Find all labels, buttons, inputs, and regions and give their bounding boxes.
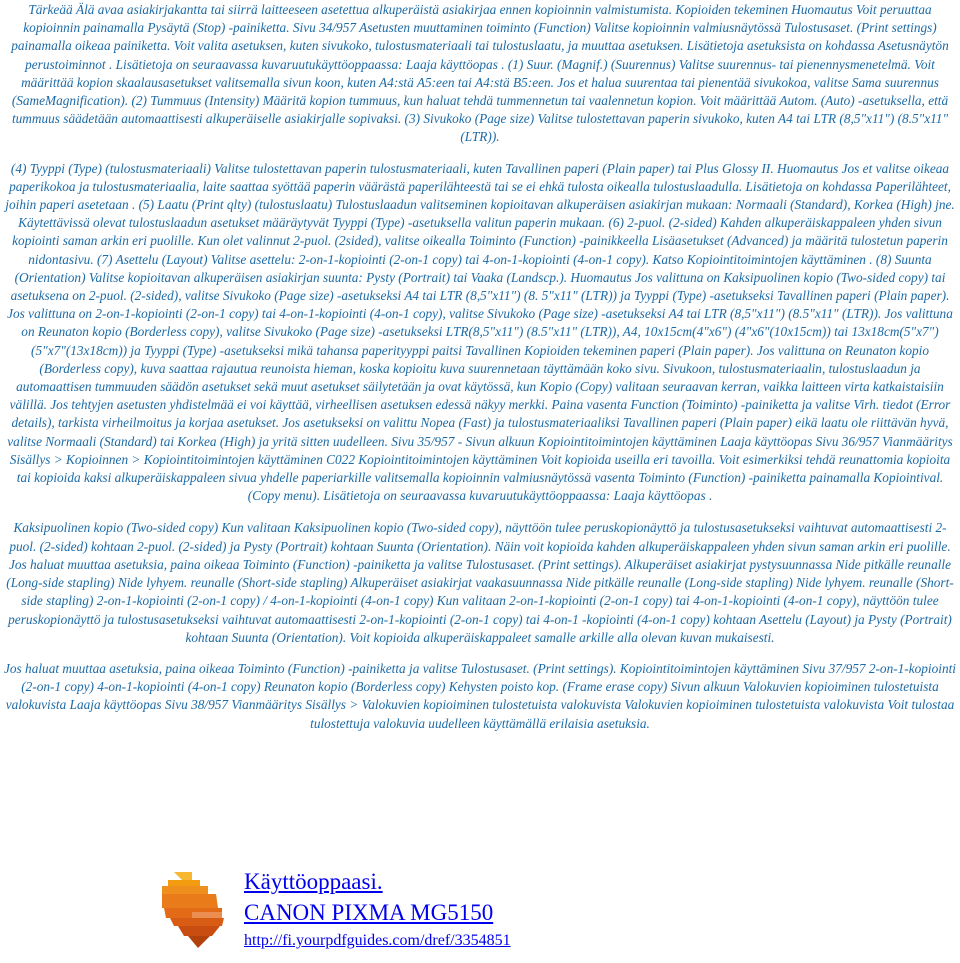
paragraph-copying-settings: Tärkeää Älä avaa asiakirjakantta tai siirrä laitteeseen asetettua alkuperäistä asiakirjaa ennen kopioinnin valmistumista. Kopioiden tekeminen Huomautus Voit peruuttaa kopioinnin painamalla Pysäytä (Stop) -painiketta. Sivu 34/957 Asetusten muuttaminen toiminto (Function) Valitse kopioinnin valmiusnäytössä Tulostusaset. (Print settings) painamalla oikeaa painiketta. Voit valita asetuksen, kuten sivukoko, tulostusmateriaali tai tulostuslaatu, ja muuttaa asetuksen. Lisätietoja asetuksista on kohdassa Asetusnäytön perustoiminnot . Lisätietoja on seuraavassa kuvaruutukäyttöoppaassa: Laaja käyttöopas . (1) Suur. (Magnif.) (Suurennus) Valitse suurennus- tai pienennysmenetelmä. Voit määrittää kopion skaalausasetukset valitsemalla sivun koon, kuten A4:stä A5:een tai A4:stä B5:een. Jos et halua suurentaa tai pienentää sivukokoa, valitse Sama suurennus (SameMagnification). (2) Tummuus (Intensity) Määritä kopion tummuus, kun haluat tehdä tummennetun tai vaalennetun kopion. Voit määrittää Autom. (Auto) -asetuksella, että tummuus säädetään automaattisesti alkuperäiselle asiakirjalle sopivaksi. (3) Sivukoko (Page size) Valitse tulostettavan paperin sivukoko, kuten A4 tai LTR (8,5"x11") (8.5"x11" (LTR)). <box>11 2 949 145</box>
paragraph-type-quality-layout: (4) Tyyppi (Type) (tulostusmateriaali) Valitse tulostettavan paperin tulostusmateriaali, kuten Tavallinen paperi (Plain paper) tai Plus Glossy II. Huomautus Jos et valitse oikeaa paperikokoa ja tulostusmateriaalia, laite saattaa syöttää paperin väärästä paperilähteestä tai se ei ehkä tulosta oikealla tulostuslaadulla. Lisätietoja on kohdassa Paperilähteet, joihin paperi asetetaan . (5) Laatu (Print qlty) (tulostuslaatu) Tulostuslaadun valitseminen kopioitavan alkuperäisen asiakirjan mukaan: Normaali (Standard), Korkea (High) jne. Käytettävissä olevat tulostuslaadun asetukset määräytyvät Tyyppi (Type) -asetuksella valitun paperin mukaan. (6) 2-puol. (2-sided) Kahden alkuperäiskappaleen yhden sivun kopiointi saman arkin eri puolille. Kun olet valinnut 2-puol. (2sided), valitse oikealla Toiminto (Function) -painikkeella Lisäasetukset (Advanced) ja määritä tulostetun paperin nidontasivu. (7) Asettelu (Layout) Valitse asettelu: 2-on-1-kopiointi (2-on-1 copy) tai 4-on-1-kopiointi (4-on-1 copy). Katso Kopiointitoimintojen käyttäminen . (8) Suunta (Orientation) Valitse kopioitavan alkuperäisen asiakirjan suunta: Pysty (Portrait) tai Vaaka (Landscp.). Huomautus Jos valittuna on Kaksipuolinen kopio (Two-sided copy) tai asetuksena on 2-puol. (2-sided), valitse Sivukoko (Page size) -asetukseksi A4 tai LTR (8,5"x11") (8. 5"x11" (LTR)) ja Tyyppi (Type) -asetukseksi Tavallinen paperi (Plain paper). Jos valittuna on 2-on-1-kopiointi (2-on-1 copy) tai 4-on-1-kopiointi (4-on-1 copy), valitse Sivukoko (Page size) -asetukseksi A4 tai LTR (8,5"x11") (8.5"x11" (LTR)). Jos valittuna on Reunaton kopio (Borderless copy), valitse Sivukoko (Page size) -asetukseksi LTR(8,5"x11") (8.5"x11" (LTR)), A4, 10x15cm(4"x6") (4"x6"(10x15cm)) tai 13x18cm(5"x7") (5"x7"(13x18cm)) ja Tyyppi (Type) -asetukseksi mikä tahansa paperityyppi paitsi Tavallinen Kopioiden tekeminen paperi (Plain paper). Jos valittuna on Reunaton kopio (Borderless copy), kuva saattaa rajautua reunoista hieman, koska kopioitu kuva suurennetaan täyttämään koko sivu. Sivukoon, tulostusmateriaalin, tulostuslaadun ja automaattisen tummuuden säädön asetukset sekä muut asetukset säilytetään ja ovat käytössä, kun Kopio (Copy) valitaan seuraavan kerran, vaikka laitteen virta katkaistaisiin välillä. Jos tehtyjen asetusten yhdistelmää ei voi käyttää, virheellisen asetuksen edessä näkyy merkki. Paina vasenta Function (Toiminto) -painiketta ja valitse Virh. tiedot (Error details), tarkista virheilmoitus ja korjaa asetukset. Jos asetukseksi on valittu Nopea (Fast) ja tulostusmateriaaliksi Tavallinen paperi (Plain paper) eikä laatu ole riittävän hyvä, valitse Normaali (Standard) tai Korkea (High) ja yritä sitten uudelleen. Sivu 35/957 - Sivun alkuun Kopiointitoimintojen käyttäminen Laaja käyttöopas Sivu 36/957 Vianmääritys Sisällys > Kopioinnen > Kopiointitoimintojen käyttäminen C022 Kopiointitoimintojen käyttäminen Voit kopioida useilla eri tavoilla. Voit esimerkiksi tehdä reunattomia kopioita tai kopioida kaksi alkuperäiskappaleen sivua yhdelle paperiarkille valitsemalla kopioinnin valmiusnäytössä vasenta Toiminto (Function) -painiketta painamalla Kopiointival. (Copy menu). Lisätietoja on seuraavassa kuvaruutukäyttöoppaassa: Laaja käyttöopas . <box>5 160 955 504</box>
footer-links <box>244 866 511 952</box>
pencil-logo-icon <box>152 868 236 952</box>
paragraph-two-sided-copy: Kaksipuolinen kopio (Two-sided copy) Kun valitaan Kaksipuolinen kopio (Two-sided copy), näyttöön tulee peruskopionäyttö ja tulostusasetukseksi vaihtuvat automaattisesti 2-puol. (2-sided) kohtaan 2-puol. (2-sided) ja Pysty (Portrait) kohtaan Suunta (Orientation). Näin voit kopioida kahden alkuperäiskappaleen yhden sivun saman arkin eri puolille. Jos haluat muuttaa asetuksia, paina oikeaa Toiminto (Function) -painiketta ja valitse Tulostusaset. (Print settings). Alkuperäiset asiakirjat pystysuunnassa Nide pitkälle reunalle (Long-side stapling) Nide lyhyem. reunalle (Short-side stapling) Alkuperäiset asiakirjat vaakasuunnassa Nide pitkälle reunalle (Long-side stapling) Nide lyhyem. reunalle (Short-side stapling) 2-on-1-kopiointi (2-on-1 copy) / 4-on-1-kopiointi (4-on-1 copy) Kun valitaan 2-on-1-kopiointi (2-on-1 copy) tai 4-on-1-kopiointi (4-on-1 copy), näyttöön tulee peruskopionäyttö ja tulostusasetukseksi vaihtuvat automaattisesti 2-on-1-kopiointi (2-on-1 copy) tai 4-on-1 -kopiointi (4-on-1 copy) kohtaan Asettelu (Layout) ja Pysty (Portrait) kohtaan Suunta (Orientation). Voit kopioida alkuperäiskappaleet samalle arkille alla olevan kuvan mukaisesti. <box>6 520 954 645</box>
paragraph-copy-functions: Jos haluat muuttaa asetuksia, paina oikeaa Toiminto (Function) -painiketta ja valitse Tulostusaset. (Print settings). Kopiointitoimintojen käyttäminen Sivu 37/957 2-on-1-kopiointi (2-on-1 copy) 4-on-1-kopiointi (4-on-1 copy) Reunaton kopio (Borderless copy) Kehysten poisto kop. (Frame erase copy) Sivun alkuun Valokuvien kopioiminen tulostetuista valokuvista Laaja käyttöopas Sivu 38/957 Vianmääritys Sisällys > Valokuvien kopioiminen tulostetuista valokuvista Valokuvien kopioiminen tulostetuista valokuvista Voit tulostaa tulostettuja valokuvia uudelleen käyttämällä erilaisia asetuksia. <box>4 660 956 731</box>
product-link[interactable]: CANON PIXMA MG5150 <box>244 900 494 925</box>
source-url-link[interactable]: http://fi.yourpdfguides.com/dref/3354851 <box>244 932 511 949</box>
footer <box>152 866 712 958</box>
user-guide-link[interactable]: Käyttöoppaasi. <box>244 869 383 894</box>
